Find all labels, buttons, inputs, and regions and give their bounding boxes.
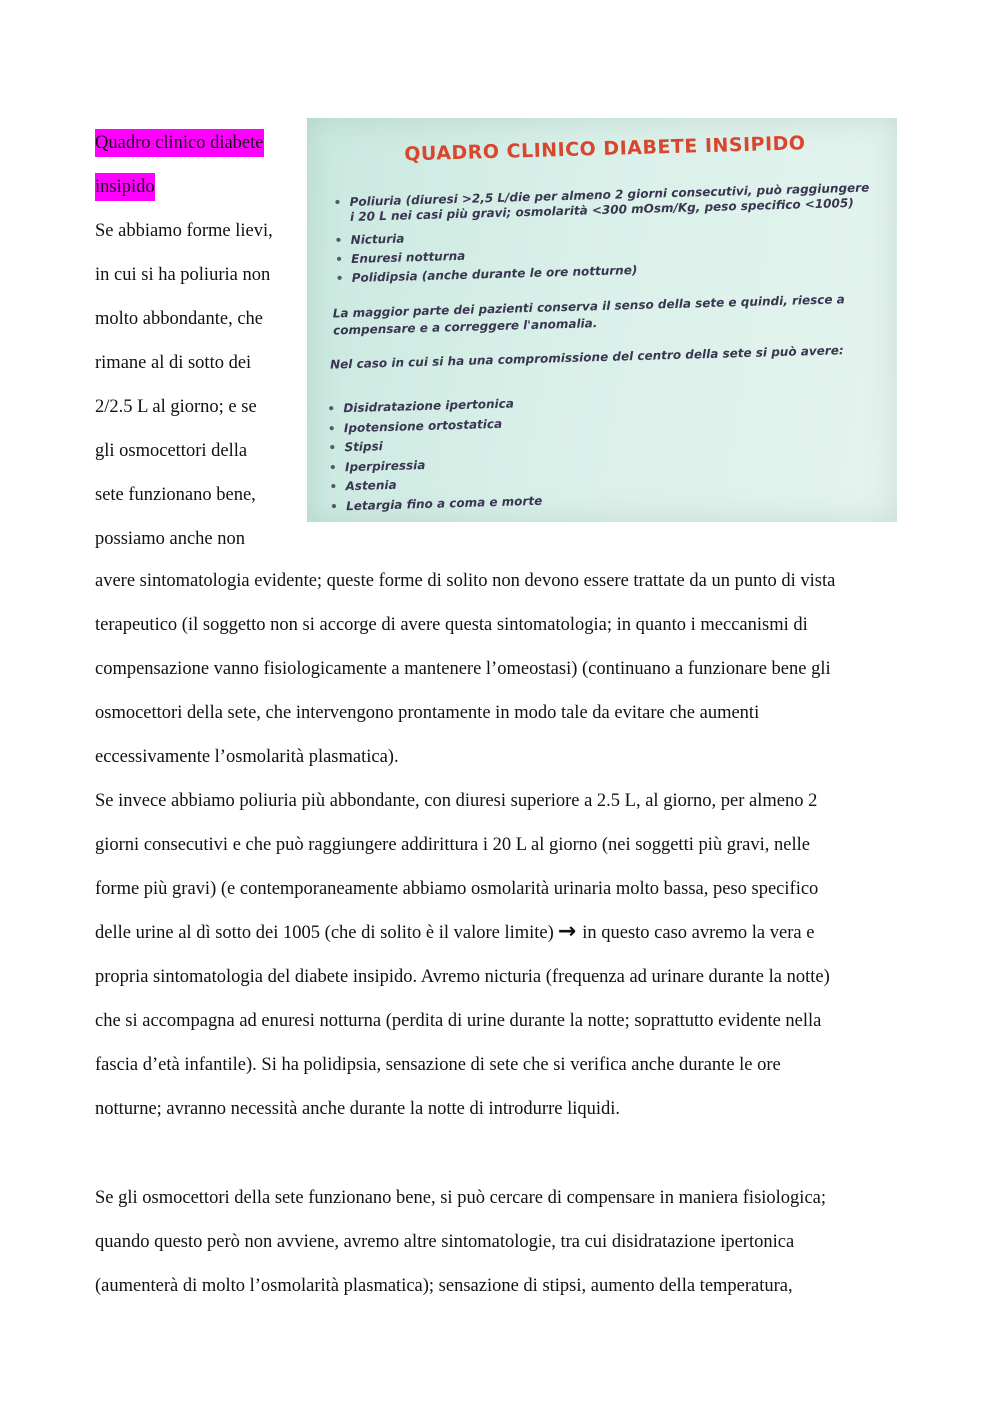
- symptom-item: • Nicturia: [334, 216, 870, 250]
- text-line: che si accompagna ad enuresi notturna (perdita di urine durante la notte; soprattutto evidente nella: [95, 1011, 822, 1031]
- paragraph-3: [95, 1176, 905, 1308]
- complication-item: • Iperpiressia: [329, 452, 542, 477]
- text-line: avere sintomatologia evidente; queste forme di solito non devono essere trattate da un punto di vista: [95, 571, 836, 591]
- heading-highlight-1: Quadro clinico diabete: [95, 129, 264, 157]
- text-line: forme più gravi) (e contemporaneamente abbiamo osmolarità urinaria molto bassa, peso specifico: [95, 879, 819, 899]
- left-column-line: Se abbiamo forme lievi,: [95, 221, 273, 241]
- symptom-item: • Enuresi notturna: [335, 235, 871, 269]
- left-column-line: molto abbondante, che: [95, 309, 263, 329]
- left-column-line: in cui si ha poliuria non: [95, 265, 271, 285]
- text-line: Se invece abbiamo poliuria più abbondante, con diuresi superiore a 2.5 L, al giorno, per almeno 2: [95, 791, 818, 811]
- left-column-line: sete funzionano bene,: [95, 485, 256, 505]
- complication-item: • Astenia: [329, 472, 542, 497]
- text-line: osmocettori della sete, che intervengono prontamente in modo tale da evitare che aumenti: [95, 703, 760, 723]
- slide-paragraph: La maggior parte dei pazienti conserva il senso della sete e quindi, riesce a compensare e a correggere l'anomalia.: [332, 292, 845, 338]
- symptom-item: • Poliuria (diuresi >2,5 L/die per almeno 2 giorni consecutivi, può raggiungere i 20 L nei casi più gravi; osmolarità <300 mOsm/Kg, peso specifico <1005): [333, 180, 870, 225]
- text-line: Se gli osmocettori della sete funzionano bene, si può cercare di compensare in maniera fisiologica;: [95, 1188, 827, 1208]
- left-column-line: possiamo anche non: [95, 529, 246, 549]
- text-line: quando questo però non avviene, avremo altre sintomatologie, tra cui disidratazione ipertonica: [95, 1232, 795, 1252]
- complication-item: • Ipotensione ortostatica: [328, 413, 541, 438]
- paragraph-2: [95, 779, 905, 1131]
- text-line-with-arrow: [95, 911, 905, 955]
- text-line: giorni consecutivi e che può raggiungere addirittura i 20 L al giorno (nei soggetti più gravi, nelle: [95, 835, 810, 855]
- slide-title: QUADRO CLINICO DIABETE INSIPIDO: [403, 132, 806, 166]
- arrow-line-end: in questo caso avremo la vera e: [582, 923, 815, 943]
- paragraph-1: [95, 559, 905, 779]
- text-line: compensazione vanno fisiologicamente a mantenere l’omeostasi) (continuano a funzionare bene gli: [95, 659, 831, 679]
- right-arrow-icon: →: [557, 919, 577, 944]
- slide-content: [307, 118, 897, 522]
- text-line: fascia d’età infantile). Si ha polidipsia, sensazione di sete che si verifica anche durante le ore: [95, 1055, 781, 1075]
- arrow-line-start: delle urine al dì sotto dei 1005 (che di solito è il valore limite): [95, 923, 554, 943]
- symptom-item: • Polidipsia (anche durante le ore notturne): [335, 254, 871, 288]
- complication-item: • Letargia fino a coma e morte: [330, 491, 543, 516]
- text-line: terapeutico (il soggetto non si accorge di avere questa sintomatologia; in quanto i meccanismi di: [95, 615, 808, 635]
- text-line: notturne; avranno necessità anche durante la notte di introdurre liquidi.: [95, 1099, 621, 1119]
- section-heading-line-1: [95, 121, 295, 165]
- left-column-line: 2/2.5 L al giorno; e se: [95, 397, 257, 417]
- heading-highlight-2: insipido: [95, 173, 155, 201]
- text-line: propria sintomatologia del diabete insipido. Avremo nicturia (frequenza ad urinare durante la notte): [95, 967, 830, 987]
- left-column-line: gli osmocettori della: [95, 441, 248, 461]
- left-text-column: [95, 121, 295, 561]
- text-line: (aumenterà di molto l’osmolarità plasmatica); sensazione di stipsi, aumento della temperatura,: [95, 1276, 793, 1296]
- complication-item: • Disidratazione ipertonica: [327, 394, 540, 419]
- slide-compromise-intro: Nel caso in cui si ha una compromissione del centro della sete si può avere:: [329, 343, 844, 372]
- slide-photo: [307, 118, 897, 522]
- complication-list: [327, 394, 542, 517]
- section-heading-line-2: [95, 165, 295, 209]
- complication-item: • Stipsi: [328, 433, 541, 458]
- symptom-list: [333, 180, 871, 288]
- left-column-line: rimane al di sotto dei: [95, 353, 252, 373]
- text-line: eccessivamente l’osmolarità plasmatica).: [95, 747, 399, 767]
